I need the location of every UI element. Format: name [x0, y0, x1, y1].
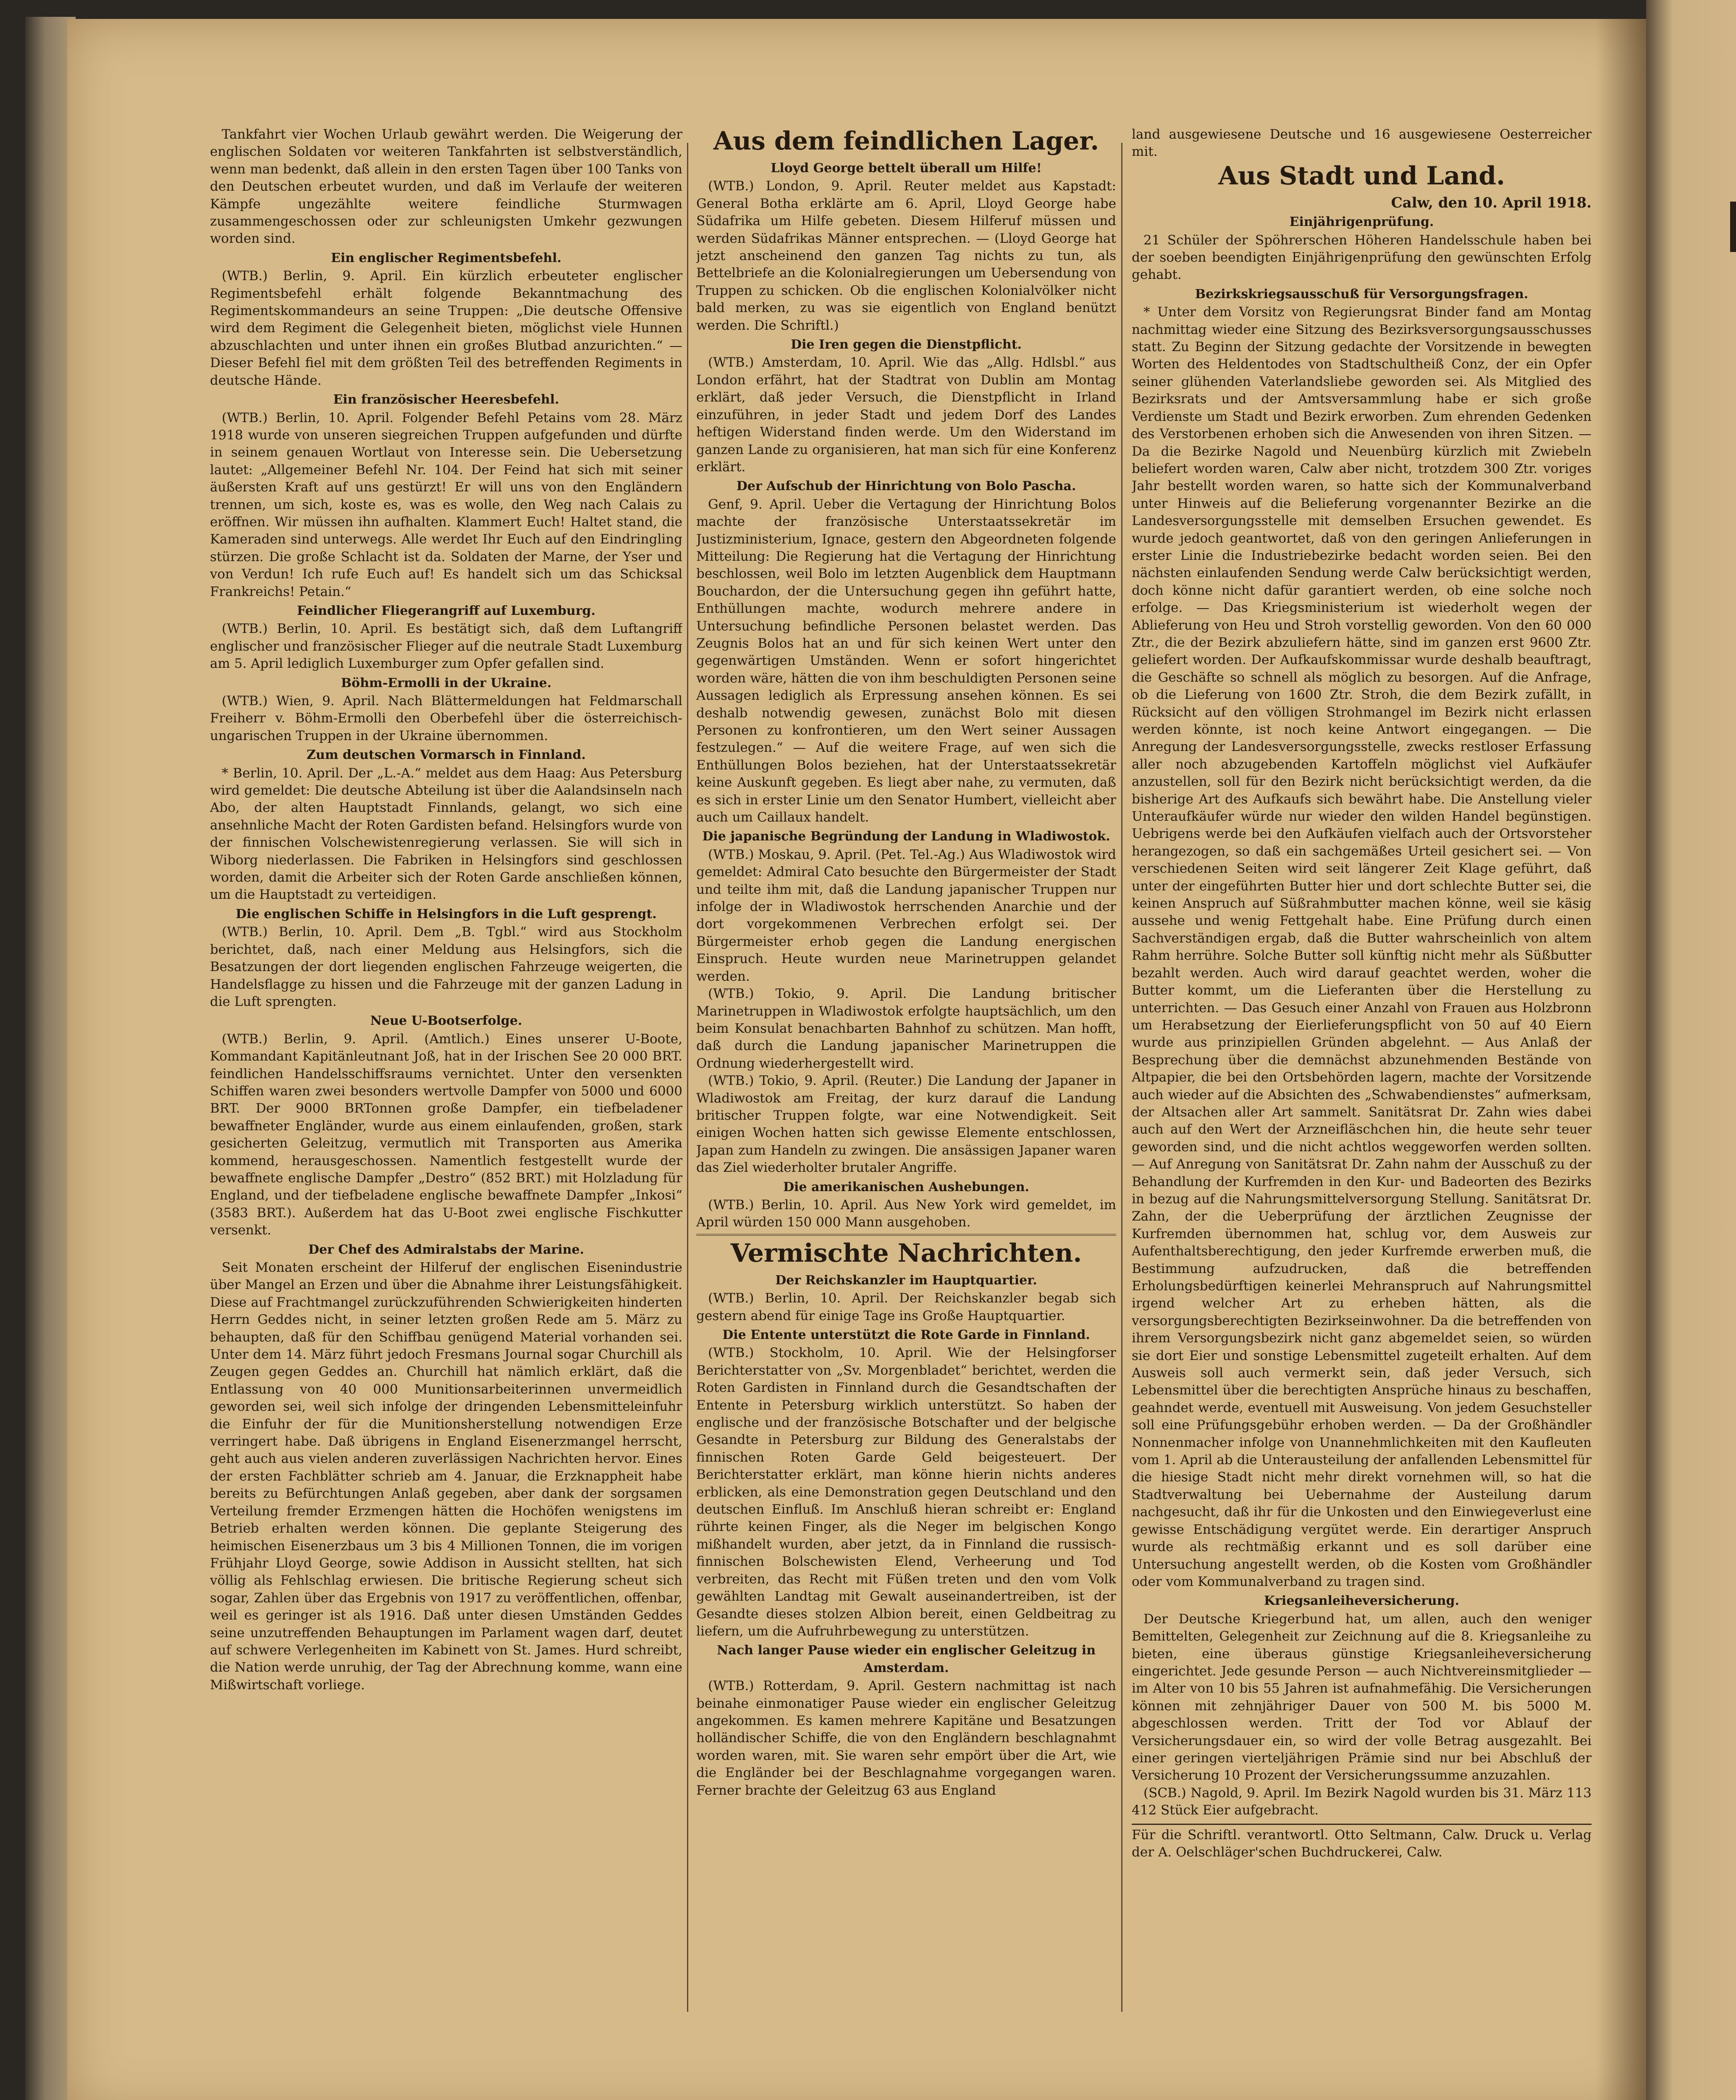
section-title: Aus dem feindlichen Lager.	[713, 126, 1099, 156]
article-headline: Der Reichskanzler im Hauptquartier.	[775, 1273, 1037, 1288]
article-paragraph: land ausgewiesene Deutsche und 16 ausgewiesene Oesterreicher mit.	[1132, 127, 1592, 160]
article-paragraph: (WTB.) Berlin, 10. April. Der Reichskanzler begab sich gestern abend für einige Tage ins Große Hauptquartier.	[696, 1291, 1116, 1323]
article-paragraph: (WTB.) Tokio, 9. April. (Reuter.) Die Landung der Japaner in Wladiwostok am Freitag, der kurz darauf die Landung britischer Truppen folgte, war eine Notwendigkeit. Seit einigen Wochen hatten sich gewisse Elemente entschlossen, Japan zum Handeln zu zwingen. Die ansässigen Japaner waren das Ziel wiederholter brutaler Angriffe.	[696, 1073, 1116, 1176]
article-headline: Die amerikanischen Aushebungen.	[783, 1179, 1029, 1194]
article-paragraph: * Berlin, 10. April. Der „L.-A.“ meldet aus dem Haag: Aus Petersburg wird gemeldet: Die deutsche Abteilung ist über die Aalandsinseln nach Abo, der alten Hauptstadt Finnlands, gelangt, wo sich eine ansehnliche Macht der Roten Gardisten befand. Helsingfors wurde von der finnischen Volschewistenregierung verlassen. Sie will sich in Wiborg niederlassen. Die Fabriken in Helsingfors sind geschlossen worden, damit die Arbeiter sich der Roten Garde anschließen können, um die Hauptstadt zu verteidigen.	[210, 765, 682, 903]
article-headline: Die Entente unterstützt die Rote Garde in Finnland.	[722, 1328, 1090, 1342]
article-headline: Feindlicher Fliegerangriff auf Luxemburg.	[297, 603, 595, 618]
article-paragraph: (WTB.) London, 9. April. Reuter meldet aus Kapstadt: General Botha erklärte am 6. April, Lloyd George habe Südafrika um Hilfe gebeten. Diesem Hilferuf müssen und werden Südafrikas Männer entsprechen. — (Lloyd George hat jetzt anscheinend den ganzen Tag nichts zu tun, als Bettelbriefe an die Kolonialregierungen um Uebersendung von Truppen zu schicken. Ob die englischen Kolonialvölker nicht bald merken, zu was sie eigentlich von England benützt werden. Die Schriftl.)	[696, 178, 1116, 333]
column-rule	[687, 143, 688, 2012]
article-paragraph: (WTB.) Amsterdam, 10. April. Wie das „Allg. Hdlsbl.“ aus London erfährt, hat der Stadtrat von Dublin am Montag erklärt, daß jeder Versuch, die Dienstpflicht in Irland einzuführen, in jeder Stadt und jedem Dorf des Landes heftigen Widerstand finden werde. Um den Widerstand im ganzen Lande zu organisieren, hat man sich für eine Konferenz erklärt.	[696, 355, 1116, 475]
article-paragraph: (WTB.) Rotterdam, 9. April. Gestern nachmittag ist nach beinahe einmonatiger Pause wieder ein englischer Geleitzug angekommen. Es kamen mehrere Kapitäne und Besatzungen holländischer Schiffe, die von den Engländern beschlagnahmt worden waren, mit. Sie waren sehr empört über die Art, wie die Engländer bei der Beschlagnahme vorgegangen waren. Ferner brachte der Geleitzug 63 aus England	[696, 1678, 1116, 1798]
article-paragraph: (WTB.) Wien, 9. April. Nach Blättermeldungen hat Feldmarschall Freiherr v. Böhm-Ermolli den Oberbefehl über die österreichisch-ungarischen Truppen in der Ukraine übernommen.	[210, 693, 682, 743]
article-paragraph: (WTB.) Moskau, 9. April. (Pet. Tel.-Ag.) Aus Wladiwostok wird gemeldet: Admiral Cato besuchte den Bürgermeister der Stadt und teilte ihm mit, daß die Landung japanischer Truppen nur infolge der in Wladiwostok herrschenden Anarchie und der dort vorgekommenen Verbrechen erfolgt sei. Der Bürgermeister erhob gegen die Landung energischen Einspruch. Heute wurden neue Marinetruppen gelandet werden.	[696, 847, 1116, 984]
article-paragraph: Der Deutsche Kriegerbund hat, um allen, auch den weniger Bemittelten, Gelegenheit zur Zeichnung auf die 8. Kriegsanleihe zu bieten, eine überaus günstige Kriegsanleiheversicherung eingerichtet. Jede gesunde Person — auch Nichtvereinsmitglieder — im Alter von 10 bis 55 Jahren ist aufnahmefähig. Die Versicherungen können mit zehnjähriger Dauer von 500 M. bis 5000 M. abgeschlossen werden. Tritt der Tod vor Ablauf der Versicherungsdauer ein, so wird der volle Betrag ausgezahlt. Bei einer geringen vierteljährigen Prämie sind nur bei Abschluß der Versicherung 10 Prozent der Versicherungssumme anzuzahlen.	[1132, 1611, 1592, 1783]
article-headline: Lloyd George bettelt überall um Hilfe!	[771, 161, 1042, 176]
section-title: Aus Stadt und Land.	[1218, 161, 1505, 191]
article-headline: Ein französischer Heeresbefehl.	[333, 392, 559, 407]
article-headline: Kriegsanleiheversicherung.	[1264, 1593, 1459, 1609]
article-paragraph: (WTB.) Berlin, 10. April. Folgender Befehl Petains vom 28. März 1918 wurde von unseren siegreichen Truppen aufgefunden und dürfte in seinem genauen Wortlaut von Interesse sein. Die Uebersetzung lautet: „Allgemeiner Befehl Nr. 104. Der Feind hat sich mit seiner äußersten Kraft auf uns gestürzt! Er will uns von den Engländern trennen, um sich, koste es, was es wolle, den Weg nach Calais zu eröffnen. Wir müssen ihn aufhalten. Klammert Euch! Haltet stand, die Kameraden sind unterwegs. Alle werdet Ihr Euch auf den Eindringling stürzen. Die große Schlacht ist da. Soldaten der Marne, der Yser und von Verdun! Ich rufe Euch auf! Es handelt sich um das Schicksal Frankreichs! Petain.“	[210, 410, 682, 599]
column-2	[696, 126, 1116, 2024]
article-paragraph: (WTB.) Berlin, 10. April. Aus New York wird gemeldet, im April würden 150 000 Mann ausgehoben.	[696, 1197, 1116, 1230]
article-headline: Die japanische Begründung der Landung in Wladiwostok.	[702, 829, 1110, 844]
article-headline: Bezirkskriegsausschuß für Versorgungsfragen.	[1195, 286, 1529, 302]
article-headline: Nach langer Pause wieder ein englischer Geleitzug in Amsterdam.	[716, 1643, 1096, 1675]
facing-page-edge	[1646, 0, 1736, 2100]
article-paragraph: (WTB.) Berlin, 9. April. (Amtlich.) Eines unserer U-Boote, Kommandant Kapitänleutnant Joß, hat in der Irischen See 20 000 BRT. feindlichen Handelsschiffsraums vernichtet. Unter den versenkten Schiffen waren zwei besonders wertvolle Dampfer von 5000 und 6000 BRT. Der 9000 BRTonnen große Dampfer, ein tiefbeladener bewaffneter Engländer, wurde aus einem einlaufenden, großen, stark gesicherten Geleitzug, vermutlich mit Transporten aus Amerika kommend, herausgeschossen. Namentlich festgestellt wurde der bewaffnete englische Dampfer „Destro“ (852 BRT.) mit Holzladung für England, und der tiefbeladene englische bewaffnete Dampfer „Inkosi“ (3583 BRT.). Außerdem hat das U-Boot zwei englische Fischkutter versenkt.	[210, 1031, 682, 1238]
column-1	[210, 126, 682, 2024]
article-paragraph: (WTB.) Stockholm, 10. April. Wie der Helsingforser Berichterstatter von „Sv. Morgenbladet“ berichtet, werden die Roten Gardisten in Finnland durch die Gesandtschaften der Entente in Petersburg wirklich unterstützt. So haben der englische und der französische Botschafter und der belgische Gesandte in Petersburg zur Bildung des Generalstabs der finnischen Roten Garde Geld beigesteuert. Der Berichterstatter erklärt, man könne hierin nichts anderes erblicken, als eine Demonstration gegen Deutschland und den deutschen Einfluß. Im Anschluß hieran schreibt er: England rührte keinen Finger, als die Neger im belgischen Kongo mißhandelt wurden, aber jetzt, da in Finnland die russisch-finnischen Bolschewisten Elend, Verheerung und Tod verbreiten, das Recht mit Füßen treten und den vom Volk gewählten Landtag mit Gewalt auseinandertreiben, ist der Gesandte dieses stolzen Albion bereit, einen Geldbeitrag zu liefern, um die Aufruhrbewegung zu unterstützen.	[696, 1345, 1116, 1639]
article-paragraph: (WTB.) Berlin, 9. April. Ein kürzlich erbeuteter englischer Regimentsbefehl erhält folgende Bekanntmachung des Regimentskommandeurs an seine Truppen: „Die deutsche Offensive wird dem Regiment die Gelegenheit bieten, möglichst viele Hunnen abzuschlachten und unter ihnen ein großes Blutbad anzurichten.“ — Dieser Befehl fiel mit dem größten Teil des betreffenden Regiments in deutsche Hände.	[210, 268, 682, 388]
section-title: Vermischte Nachrichten.	[696, 1234, 1116, 1268]
article-headline: Der Aufschub der Hinrichtung von Bolo Pascha.	[736, 479, 1076, 494]
article-paragraph: Seit Monaten erscheint der Hilferuf der englischen Eisenindustrie über Mangel an Erzen und über die Abnahme ihrer Leistungsfähigkeit. Diese auf Frachtmangel zurückzuführenden Schwierigkeiten hinderten Herrn Geddes nicht, in seiner letzten großen Rede am 5. März zu behaupten, daß für den Schiffbau genügend Material vorhanden sei. Unter dem 14. März führt jedoch Fresmans Journal sogar Churchill als Zeugen gegen Geddes an. Churchill hat nämlich erklärt, daß die Entlassung von 40 000 Munitionsarbeiterinnen unvermeidlich geworden sei, weil sich infolge der dringenden Lebensmitteleinfuhr die Einfuhr der für die Munitionsherstellung notwendigen Erze verringert habe. Daß übrigens in England Eisenerzmangel herrscht, geht auch aus vielen anderen zuverlässigen Nachrichten hervor. Eines der ersten Fachblätter schrieb am 4. Januar, die Erzknappheit habe bereits zu Befürchtungen Anlaß gegeben, aber dank der sorgsamen Verteilung fremder Erzmengen hätten die Hochöfen wenigstens im Betrieb erhalten werden können. Die geplante Steigerung des heimischen Eisenerzbaus um 3 bis 4 Millionen Tonnen, die im vorigen Frühjahr Lloyd George, sowie Addison in Aussicht stellten, hat sich völlig als Fehlschlag erwiesen. Die britische Regierung scheut sich sogar, Zahlen über das Ergebnis von 1917 zu veröffentlichen, offenbar, weil es geringer ist als 1916. Daß unter diesen Umständen Geddes seine unzutreffenden Behauptungen im Parlament wagen darf, deutet auf schwere Verlegenheiten im Kabinett von St. James. Hurd schreibt, die Nation werde unruhig, der Tag der Abrechnung komme, wann eine Mißwirtschaft vorliege.	[210, 1260, 682, 1693]
article-headline: Einjährigenprüfung.	[1289, 215, 1434, 230]
article-paragraph: (WTB.) Berlin, 10. April. Dem „B. Tgbl.“ wird aus Stockholm berichtet, daß, nach einer Meldung aus Helsingfors, sich die Besatzungen der dort liegenden englischen Fahrzeuge weigerten, die Handelsflagge zu hissen und die Fahrzeuge mit der ganzen Ladung in die Luft sprengten.	[210, 924, 682, 1009]
article-headline: Der Chef des Admiralstabs der Marine.	[308, 1242, 584, 1257]
article-paragraph: (SCB.) Nagold, 9. April. Im Bezirk Nagold wurden bis 31. März 113 412 Stück Eier aufgebracht.	[1132, 1785, 1592, 1818]
article-paragraph: Tankfahrt vier Wochen Urlaub gewährt werden. Die Weigerung der englischen Soldaten vor weiteren Tankfahrten ist selbstverständlich, wenn man bedenkt, daß allein in den ersten Tagen über 100 Tanks von den Deutschen erbeutet wurden, und daß im Verlaufe der weiteren Kämpfe ungezählte weitere feindliche Sturmwagen zusammengeschossen oder zur schleunigsten Umkehr gezwungen worden sind.	[210, 127, 682, 247]
article-headline: Böhm-Ermolli in der Ukraine.	[341, 675, 552, 690]
dateline: Calw, den 10. April 1918.	[1391, 194, 1592, 211]
article-headline: Zum deutschen Vormarsch in Finnland.	[307, 748, 586, 763]
article-paragraph: 21 Schüler der Spöhrerschen Höheren Handelsschule haben bei der soeben beendigten Einjährigenprüfung den gewünschten Erfolg gehabt.	[1132, 232, 1592, 283]
article-paragraph: * Unter dem Vorsitz von Regierungsrat Binder fand am Montag nachmittag wieder eine Sitzung des Bezirksversorgungsausschusses statt. Zu Beginn der Sitzung gedachte der Vorsitzende in bewegten Worten des Heldentodes von Stadtschultheiß Conz, der ein Opfer seiner glühenden Vaterlandsliebe geworden sei. Als Mitglied des Bezirksrats und der Amtsversammlung habe er sich große Verdienste um Stadt und Bezirk erworben. Zum ehrenden Gedenken des Verstorbenen erhoben sich die Anwesenden von ihren Sitzen. — Da die Bezirke Nagold und Neuenbürg kürzlich mit Zwiebeln beliefert worden waren, Calw aber nicht, trotzdem 300 Ztr. voriges Jahr bestellt worden waren, so hatte sich der Kommunalverband unter Hinweis auf die Belieferung vorgenannter Bezirke an die Landesversorgungsstelle mit demselben Ersuchen gewendet. Es wurde jedoch geantwortet, daß von den geringen Anlieferungen in erster Linie die Industriebezirke bedacht worden seien. Bei den nächsten einlaufenden Sendung werde Calw berücksichtigt werden, doch könne nicht dafür garantiert werden, ob eine solche noch erfolge. — Das Kriegsministerium ist wiederholt wegen der Ablieferung von Heu und Stroh vorstellig geworden. Von den 60 000 Ztr., die der Bezirk abzuliefern hätte, sind im ganzen erst 9600 Ztr. geliefert worden. Der Aufkaufskommissar wurde deshalb beauftragt, die Geschäfte so schnell als möglich zu besorgen. Auf die Anfrage, ob die Lieferung von 1600 Ztr. Stroh, die dem Bezirk zufällt, in Rücksicht auf den völligen Strohmangel im Bezirk nicht erlassen werden könnte, ist noch keine Antwort eingegangen. — Die Anregung der Landesversorgungsstelle, zwecks restloser Erfassung aller noch abzugebenden Kartoffeln möglichst viel Aufkäufer anzustellen, soll für den Bezirk nicht berücksichtigt werden, da die bisherige Art des Aufkaufs sich bewährt habe. Die Anstellung vieler Unteraufkäufer würde nur wieder den wilden Handel begünstigen. Uebrigens werde bei den Aufkäufen vielfach auch der Ortsvorsteher herangezogen, so daß ein sachgemäßes Urteil gesichert sei. — Von verschiedenen Seiten wird seit längerer Zeit Klage geführt, daß unter der eingeführten Butter hier und dort schlechte Butter sei, die keinen Anspruch auf Süßrahmbutter machen könne, weil sie käsig aussehe und wenig Fettgehalt habe. Eine Prüfung durch einen Sachverständigen ergab, daß die Butter wahrscheinlich von altem Rahm herrühre. Solche Butter soll künftig nicht mehr als Süßbutter bezahlt werden. Auch wird darauf geachtet werden, woher die Butter kommt, um die Lieferanten über die Herstellung zu unterrichten. — Das Gesuch einer Anzahl von Frauen aus Holzbronn um Herabsetzung der Eierlieferungspflicht von 50 auf 40 Eiern wurde aus prinzipiellen Gründen abgelehnt. — Aus Anlaß der Besprechung über die demnächst abzunehmenden Bestände von Altpapier, die bei den Ortsbehörden lagern, machte der Vorsitzende auch wieder auf die Absichten des „Schwabendienstes“ aufmerksam, der Altsachen aller Art sammelt. Sanitätsrat Dr. Zahn wies dabei auch auf den Wert der Arzneifläschchen hin, die heute sehr teuer geworden sind, und die nicht achtlos weggeworfen werden sollten. — Auf Anregung von Sanitätsrat Dr. Zahn nahm der Ausschuß zu der Behandlung der Kurfremden in den Kur- und Badeorten des Bezirks in bezug auf die Nahrungsmittelversorgung Stellung. Sanitätsrat Dr. Zahn, der die Ueberprüfung der ärztlichen Zeugnisse der Kurfremden übernommen hat, schlug vor, dem Ausweis zur Aufenthaltsberechtigung, den jeder Kurfremde erwerben muß, die Bestimmung aufzudrucken, daß die betreffenden Erholungsbedürftigen keinerlei Mehranspruch auf Nahrungsmittel irgend welcher Art zu erheben hätten, als die versorgungsberechtigten Bezirkseinwohner. Da die betreffenden von ihrem Versorgungsbezirk nicht ganz abgemeldet seien, so würden sie dort Eier und sonstige Lebensmittel zugeteilt erhalten. Auf dem Ausweis soll auch vermerkt sein, daß jeder Versuch, sich Lebensmittel über die berechtigten Ansprüche hinaus zu beschaffen, geahndet werde, eventuell mit Ausweisung. Von jedem Gesuchsteller soll eine Prüfungsgebühr erhoben werden. — Da der Großhändler Nonnenmacher infolge von Unannehmlichkeiten mit den Kaufleuten vom 1. April ab die Unterausteilung der anfallenden Lebensmittel für die hiesige Stadt nicht mehr direkt vornehmen will, so hat die Stadtverwaltung bei Uebernahme der Austeilung darum nachgesucht, daß ihr für die Unkosten und den Einwiegeverlust eine gewisse Entschädigung vergütet werde. Ein derartiger Anspruch wurde als rechtmäßig erkannt und es soll darüber eine Untersuchung angestellt werden, ob die Kosten vom Großhändler oder vom Kommunalverband zu tragen sind.	[1132, 304, 1592, 1589]
column-rule	[1121, 143, 1122, 2012]
column-3	[1132, 126, 1592, 2024]
article-paragraph: (WTB.) Tokio, 9. April. Die Landung britischer Marinetruppen in Wladiwostok erfolgte hauptsächlich, um den beim Konsulat benachbarten Bahnhof zu schützen. Man hofft, daß durch die Landung japanischer Marinetruppen die Ordnung wiederhergestellt wird.	[696, 986, 1116, 1071]
facing-page-mark	[1730, 202, 1736, 252]
gutter-shadow	[1596, 19, 1646, 2100]
article-paragraph: Genf, 9. April. Ueber die Vertagung der Hinrichtung Bolos machte der französische Unterstaatssekretär im Justizministerium, Ignace, gestern den Abgeordneten folgende Mitteilung: Die Regierung hat die Vertagung der Hinrichtung beschlossen, weil Bolo im letzten Augenblick dem Hauptmann Bouchardon, der die Untersuchung gegen ihn geführt hatte, Enthüllungen machte, wodurch mehrere andere in Untersuchung befindliche Personen belastet werden. Das Zeugnis Bolos hat an und für sich keinen Wert unter den gegenwärtigen Umständen. Wenn er sofort hingerichtet worden wäre, hätten die von ihm beschuldigten Personen seine Aussagen lediglich als Erpressung ansehen können. Es sei deshalb notwendig gewesen, zunächst Bolo mit diesen Personen zu konfrontieren, um den Wert seiner Aussagen festzulegen.“ — Auf die weitere Frage, auf wen sich die Enthüllungen Bolos beziehen, hat der Unterstaatssekretär keine Auskunft gegeben. Es liegt aber nahe, zu vermuten, daß es sich in erster Linie um den Senator Humbert, vielleicht aber auch um Caillaux handelt.	[696, 496, 1116, 825]
imprint: Für die Schriftl. verantwortl. Otto Seltmann, Calw. Druck u. Verlag der A. Oelschläger'schen Buchdruckerei, Calw.	[1132, 1824, 1592, 1861]
article-headline: Ein englischer Regimentsbefehl.	[331, 250, 561, 265]
article-headline: Die Iren gegen die Dienstpflicht.	[790, 337, 1022, 352]
article-paragraph: (WTB.) Berlin, 10. April. Es bestätigt sich, daß dem Luftangriff englischer und französischer Flieger auf die neutrale Stadt Luxemburg am 5. April lediglich Luxemburger zum Opfer gefallen sind.	[210, 621, 682, 672]
article-headline: Die englischen Schiffe in Helsingfors in die Luft gesprengt.	[236, 906, 657, 921]
article-headline: Neue U-Bootserfolge.	[370, 1013, 522, 1029]
